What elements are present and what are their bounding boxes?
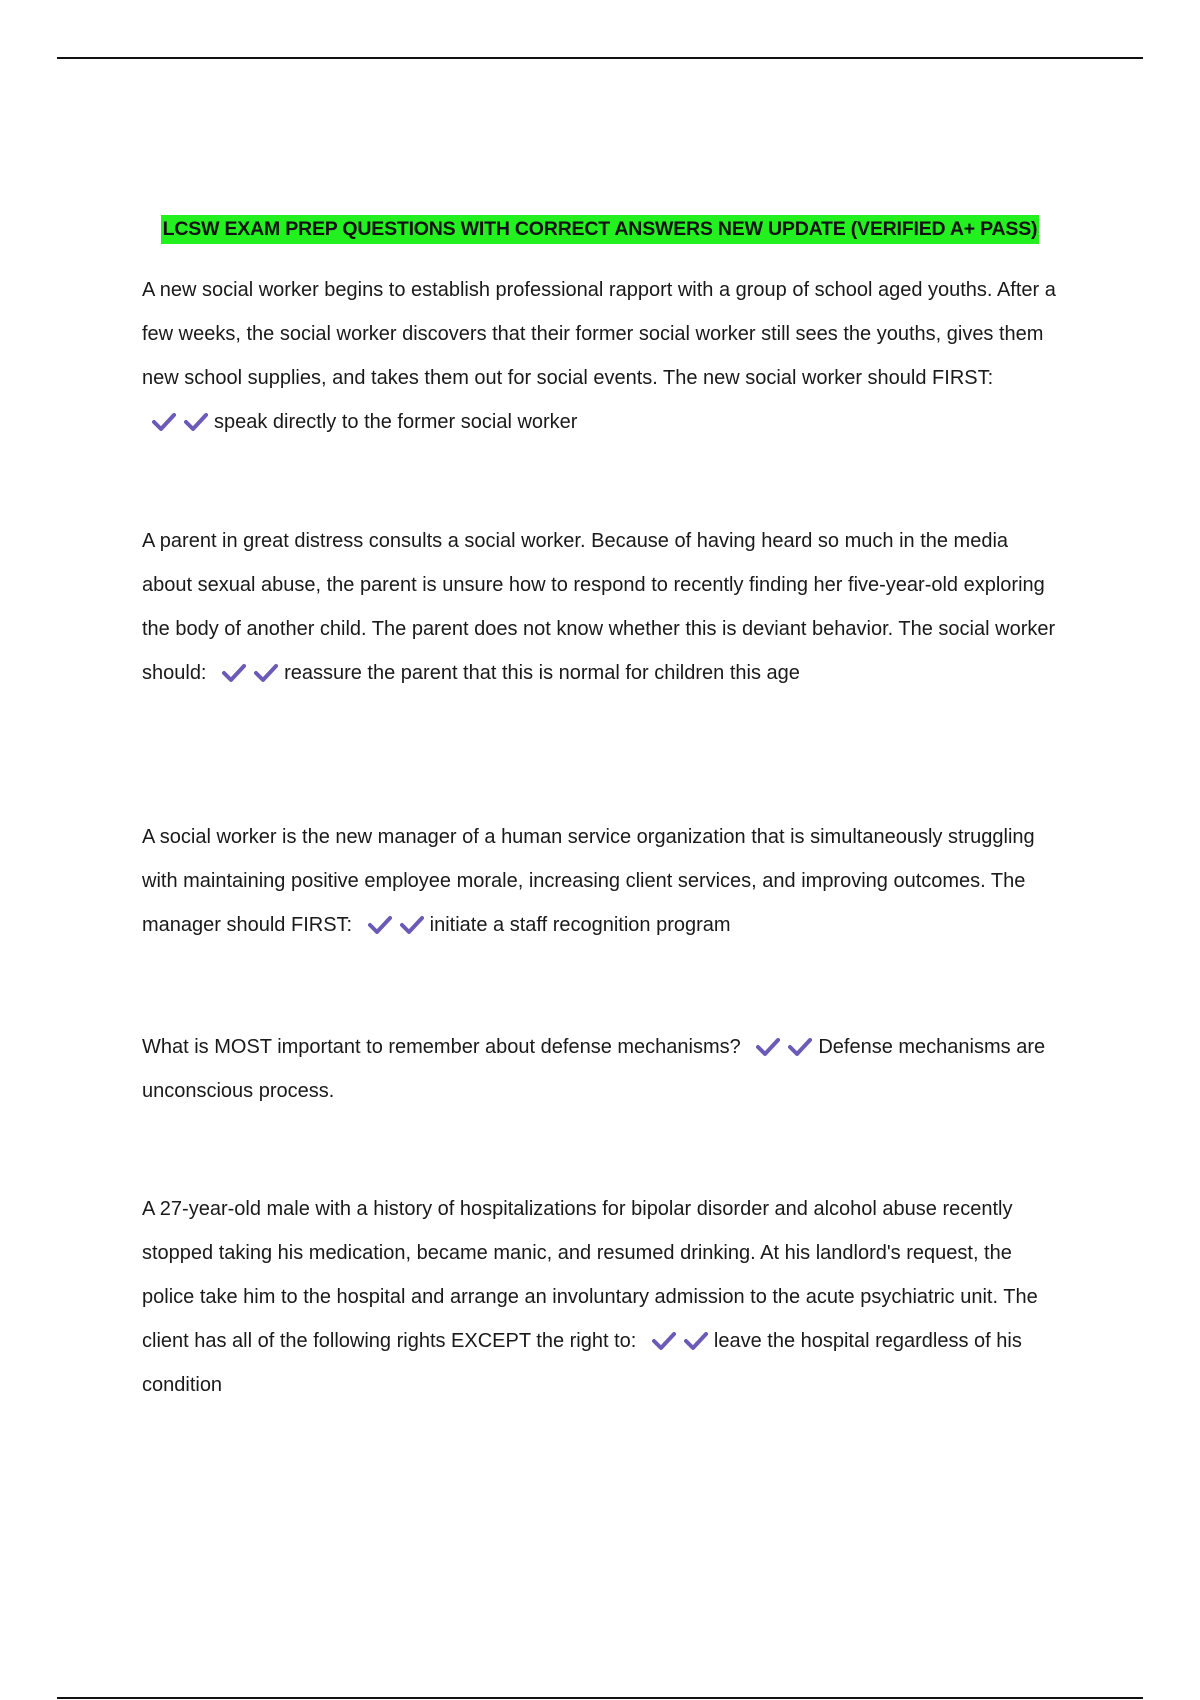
question-text: A social worker is the new manager of a human service organization that is simultaneously struggling with maintaining positive employee morale, increasing client services, and improving outcomes. The manager should FIRST: [142, 826, 1035, 936]
checkmark-icon [184, 412, 208, 432]
top-rule [57, 57, 1143, 59]
answer-marker [652, 1331, 708, 1351]
answer-marker [756, 1037, 812, 1057]
qa-item-4 [142, 1025, 1062, 1113]
bottom-rule [57, 1697, 1143, 1699]
checkmark-icon [400, 915, 424, 935]
answer-marker [222, 663, 278, 683]
answer-marker [368, 915, 424, 935]
question-text: A parent in great distress consults a social worker. Because of having heard so much in the media about sexual abuse, the parent is unsure how to respond to recently finding her five-year-old exploring the body of another child. The parent does not know whether this is deviant behavior. The social worker should: [142, 530, 1056, 684]
answer-text: Defense mechanisms are unconscious process. [142, 1036, 1046, 1102]
question-text: A 27-year-old male with a history of hospitalizations for bipolar disorder and alcohol abuse recently stopped taking his medication, became manic, and resumed drinking. At his landlord's request, the police take him to the hospital and arrange an involuntary admission to the acute psychiatric unit. The client has all of the following rights EXCEPT the right to: [142, 1198, 1038, 1352]
question-text: A new social worker begins to establish professional rapport with a group of school aged youths. After a few weeks, the social worker discovers that their former social worker still sees the youths, gives them new school supplies, and takes them out for social events. The new social worker should FIRST: [142, 279, 1056, 389]
qa-item-5 [142, 1187, 1062, 1407]
answer-text: reassure the parent that this is normal for children this age [284, 662, 800, 684]
title-wrap [0, 215, 1200, 244]
checkmark-icon [254, 663, 278, 683]
answer-text: speak directly to the former social worker [214, 411, 578, 433]
checkmark-icon [222, 663, 246, 683]
checkmark-icon [368, 915, 392, 935]
checkmark-icon [152, 412, 176, 432]
answer-text: initiate a staff recognition program [429, 914, 731, 936]
qa-item-2 [142, 519, 1062, 695]
checkmark-icon [684, 1331, 708, 1351]
checkmark-icon [652, 1331, 676, 1351]
answer-marker [152, 412, 208, 432]
document-title: LCSW EXAM PREP QUESTIONS WITH CORRECT ANSWERS NEW UPDATE (VERIFIED A+ PASS) [161, 215, 1040, 244]
checkmark-icon [756, 1037, 780, 1057]
qa-item-1 [142, 268, 1062, 444]
answer-text: leave the hospital regardless of his condition [142, 1330, 1022, 1396]
qa-item-3 [142, 815, 1062, 947]
question-text: What is MOST important to remember about defense mechanisms? [142, 1036, 741, 1058]
checkmark-icon [788, 1037, 812, 1057]
